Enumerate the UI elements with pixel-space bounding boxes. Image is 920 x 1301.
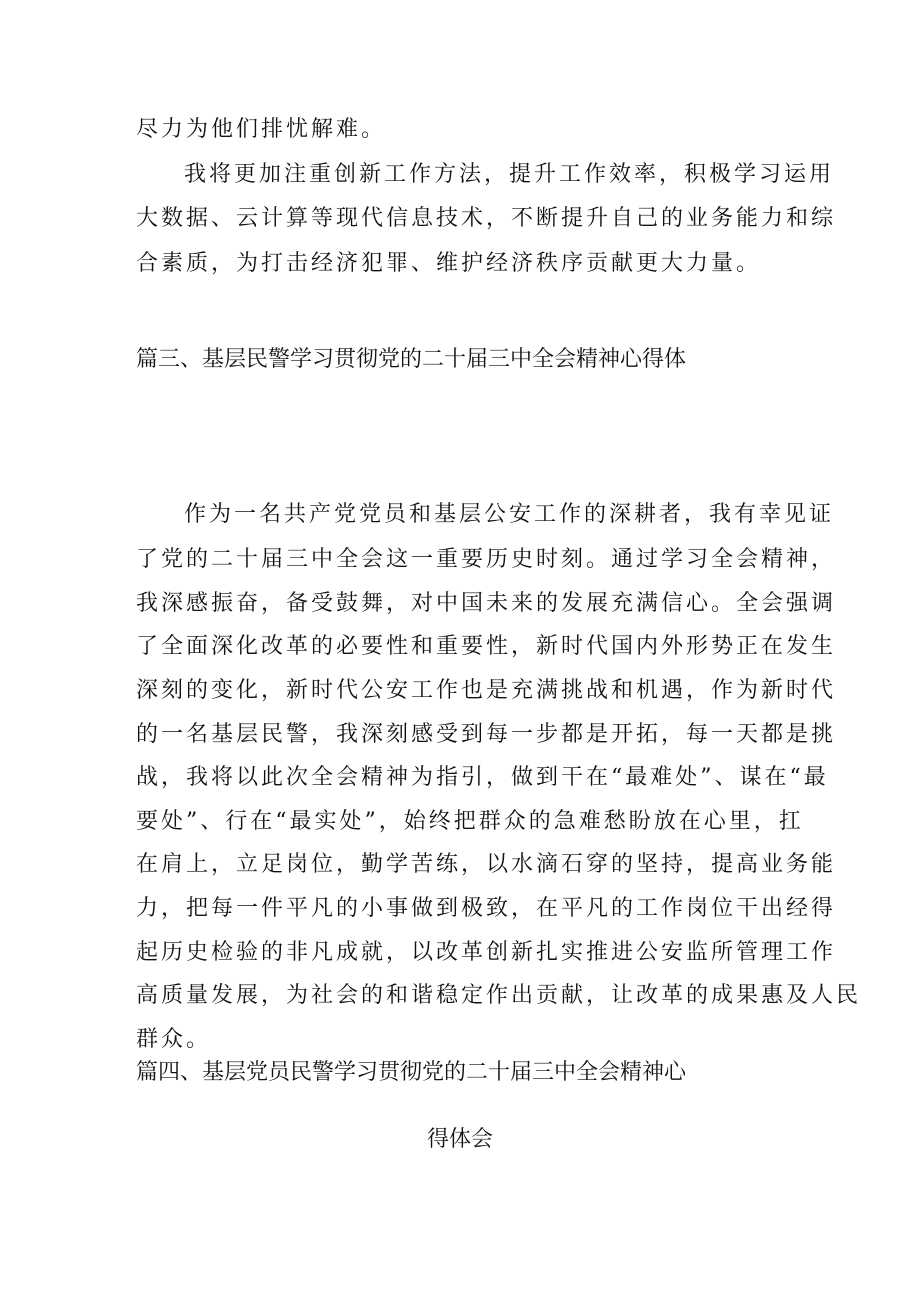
paragraph-line: 群众。 (136, 1027, 212, 1052)
section-heading: 篇四、基层党员民警学习贯彻党的二十届三中全会精神心 (136, 1060, 687, 1085)
paragraph-line: 作为一名共产党党员和基层公安工作的深耕者，我有幸见证 (184, 502, 835, 527)
paragraph-line: 力，把每一件平凡的小事做到极致，在平凡的工作岗位干出经得 (136, 896, 837, 921)
paragraph-line: 尽力为他们排忧解难。 (136, 117, 387, 142)
paragraph-line: 起历史检验的非凡成就，以改革创新扎实推进公安监所管理工作 (136, 940, 837, 965)
paragraph-line: 大数据、云计算等现代信息技术，不断提升自己的业务能力和综 (136, 206, 837, 231)
paragraph-line: 高质量发展，为社会的和谐稳定作出贡献，让改革的成果惠及人民 (136, 983, 862, 1008)
paragraph-line: 要处”、行在“最实处”，始终把群众的急难愁盼放在心里，扛 (136, 809, 804, 834)
paragraph-line: 深刻的变化，新时代公安工作也是充满挑战和机遇，作为新时代 (136, 678, 837, 703)
paragraph-line: 我深感振奋，备受鼓舞，对中国未来的发展充满信心。全会强调 (136, 591, 837, 616)
paragraph-line: 我将更加注重创新工作方法，提升工作效率，积极学习运用 (184, 162, 835, 187)
paragraph-line: 战，我将以此次全会精神为指引，做到干在“最难处”、谋在“最 (136, 765, 829, 790)
paragraph-line: 合素质，为打击经济犯罪、维护经济秩序贡献更大力量。 (136, 251, 762, 276)
section-heading: 篇三、基层民警学习贯彻党的二十届三中全会精神心得体 (136, 347, 687, 372)
section-heading-continued: 得体会 (426, 1127, 493, 1152)
paragraph-line: 了党的二十届三中全会这一重要历史时刻。通过学习全会精神， (136, 547, 837, 572)
paragraph-line: 的一名基层民警，我深刻感受到每一步都是开拓，每一天都是挑 (136, 722, 837, 747)
paragraph-line: 在肩上，立足岗位，勤学苦练，以水滴石穿的坚持，提高业务能 (136, 852, 837, 877)
paragraph-line: 了全面深化改革的必要性和重要性，新时代国内外形势正在发生 (136, 634, 837, 659)
